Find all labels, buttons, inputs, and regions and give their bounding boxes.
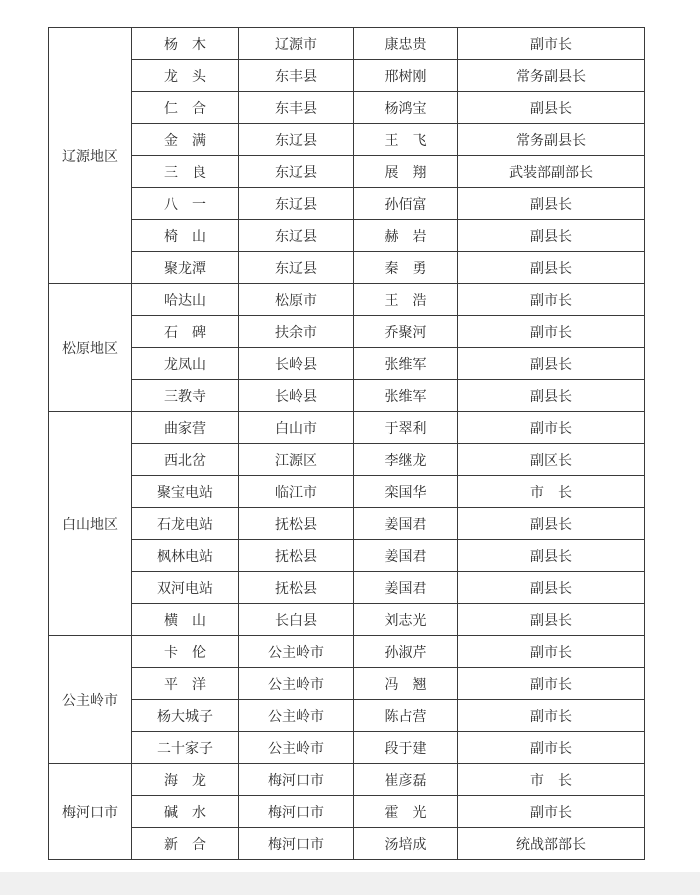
site-cell: 海 龙: [132, 764, 239, 796]
person-cell: 康忠贵: [354, 28, 458, 60]
site-cell: 二十家子: [132, 732, 239, 764]
person-cell: 赫 岩: [354, 220, 458, 252]
site-cell: 聚龙潭: [132, 252, 239, 284]
locality-cell: 公主岭市: [239, 732, 354, 764]
title-cell: 武装部副部长: [458, 156, 645, 188]
table-row: [49, 572, 645, 604]
person-cell: 乔聚河: [354, 316, 458, 348]
locality-cell: 东丰县: [239, 92, 354, 124]
locality-cell: 梅河口市: [239, 764, 354, 796]
table-row: [49, 348, 645, 380]
site-cell: 卡 伦: [132, 636, 239, 668]
site-cell: 聚宝电站: [132, 476, 239, 508]
locality-cell: 东辽县: [239, 188, 354, 220]
site-cell: 平 洋: [132, 668, 239, 700]
title-cell: 副区长: [458, 444, 645, 476]
person-cell: 张维军: [354, 348, 458, 380]
locality-cell: 公主岭市: [239, 700, 354, 732]
title-cell: 副市长: [458, 412, 645, 444]
region-cell: 梅河口市: [49, 764, 132, 860]
person-cell: 杨鸿宝: [354, 92, 458, 124]
site-cell: 曲家营: [132, 412, 239, 444]
title-cell: 副市长: [458, 284, 645, 316]
table-row: [49, 380, 645, 412]
locality-cell: 东丰县: [239, 60, 354, 92]
site-cell: 金 满: [132, 124, 239, 156]
person-cell: 陈占营: [354, 700, 458, 732]
locality-cell: 公主岭市: [239, 636, 354, 668]
person-cell: 李继龙: [354, 444, 458, 476]
site-cell: 三 良: [132, 156, 239, 188]
table-row: [49, 828, 645, 860]
locality-cell: 长白县: [239, 604, 354, 636]
table-row: [49, 796, 645, 828]
table-row: [49, 764, 645, 796]
site-cell: 龙凤山: [132, 348, 239, 380]
person-cell: 姜国君: [354, 572, 458, 604]
locality-cell: 松原市: [239, 284, 354, 316]
region-cell: 白山地区: [49, 412, 132, 636]
table-row: [49, 476, 645, 508]
site-cell: 西北岔: [132, 444, 239, 476]
person-cell: 秦 勇: [354, 252, 458, 284]
title-cell: 副县长: [458, 572, 645, 604]
title-cell: 副市长: [458, 28, 645, 60]
table-row: [49, 668, 645, 700]
person-cell: 展 翔: [354, 156, 458, 188]
locality-cell: 东辽县: [239, 252, 354, 284]
title-cell: 副县长: [458, 540, 645, 572]
title-cell: 副县长: [458, 508, 645, 540]
site-cell: 枫林电站: [132, 540, 239, 572]
person-cell: 姜国君: [354, 508, 458, 540]
site-cell: 横 山: [132, 604, 239, 636]
person-cell: 姜国君: [354, 540, 458, 572]
table-row: [49, 156, 645, 188]
viewer-bottom-strip: [0, 872, 700, 895]
table-row: [49, 700, 645, 732]
title-cell: 常务副县长: [458, 60, 645, 92]
region-cell: 辽源地区: [49, 28, 132, 284]
table-row: [49, 636, 645, 668]
person-cell: 崔彦磊: [354, 764, 458, 796]
region-cell: 公主岭市: [49, 636, 132, 764]
person-cell: 段于建: [354, 732, 458, 764]
table-row: [49, 508, 645, 540]
title-cell: 副市长: [458, 700, 645, 732]
site-cell: 椅 山: [132, 220, 239, 252]
locality-cell: 东辽县: [239, 156, 354, 188]
table-row: [49, 444, 645, 476]
title-cell: 副县长: [458, 220, 645, 252]
person-cell: 孙佰富: [354, 188, 458, 220]
responsibility-table: [48, 27, 645, 860]
locality-cell: 抚松县: [239, 572, 354, 604]
person-cell: 栾国华: [354, 476, 458, 508]
site-cell: 龙 头: [132, 60, 239, 92]
site-cell: 双河电站: [132, 572, 239, 604]
table-row: [49, 124, 645, 156]
person-cell: 张维军: [354, 380, 458, 412]
site-cell: 石龙电站: [132, 508, 239, 540]
site-cell: 三教寺: [132, 380, 239, 412]
locality-cell: 长岭县: [239, 348, 354, 380]
table-row: [49, 540, 645, 572]
title-cell: 市 长: [458, 764, 645, 796]
title-cell: 副市长: [458, 796, 645, 828]
locality-cell: 扶余市: [239, 316, 354, 348]
site-cell: 新 合: [132, 828, 239, 860]
site-cell: 八 一: [132, 188, 239, 220]
title-cell: 副市长: [458, 668, 645, 700]
locality-cell: 白山市: [239, 412, 354, 444]
table-row: [49, 28, 645, 60]
table-row: [49, 412, 645, 444]
locality-cell: 梅河口市: [239, 796, 354, 828]
title-cell: 市 长: [458, 476, 645, 508]
locality-cell: 江源区: [239, 444, 354, 476]
table-row: [49, 60, 645, 92]
person-cell: 王 浩: [354, 284, 458, 316]
title-cell: 副市长: [458, 732, 645, 764]
site-cell: 杨大城子: [132, 700, 239, 732]
site-cell: 仁 合: [132, 92, 239, 124]
table-row: [49, 188, 645, 220]
table-row: [49, 92, 645, 124]
table-row: [49, 252, 645, 284]
person-cell: 孙淑芹: [354, 636, 458, 668]
table-row: [49, 316, 645, 348]
table-row: [49, 284, 645, 316]
table-row: [49, 732, 645, 764]
person-cell: 于翠利: [354, 412, 458, 444]
title-cell: 副县长: [458, 348, 645, 380]
locality-cell: 抚松县: [239, 508, 354, 540]
person-cell: 邢树刚: [354, 60, 458, 92]
site-cell: 哈达山: [132, 284, 239, 316]
locality-cell: 临江市: [239, 476, 354, 508]
locality-cell: 东辽县: [239, 124, 354, 156]
locality-cell: 长岭县: [239, 380, 354, 412]
site-cell: 碱 水: [132, 796, 239, 828]
title-cell: 副县长: [458, 188, 645, 220]
locality-cell: 梅河口市: [239, 828, 354, 860]
person-cell: 王 飞: [354, 124, 458, 156]
locality-cell: 公主岭市: [239, 668, 354, 700]
person-cell: 刘志光: [354, 604, 458, 636]
locality-cell: 辽源市: [239, 28, 354, 60]
title-cell: 常务副县长: [458, 124, 645, 156]
title-cell: 副县长: [458, 252, 645, 284]
table-row: [49, 220, 645, 252]
title-cell: 副市长: [458, 316, 645, 348]
site-cell: 石 碑: [132, 316, 239, 348]
person-cell: 汤培成: [354, 828, 458, 860]
site-cell: 杨 木: [132, 28, 239, 60]
locality-cell: 抚松县: [239, 540, 354, 572]
region-cell: 松原地区: [49, 284, 132, 412]
title-cell: 副县长: [458, 380, 645, 412]
person-cell: 冯 翘: [354, 668, 458, 700]
table-body: [49, 28, 645, 860]
locality-cell: 东辽县: [239, 220, 354, 252]
title-cell: 副市长: [458, 636, 645, 668]
title-cell: 副县长: [458, 604, 645, 636]
title-cell: 副县长: [458, 92, 645, 124]
person-cell: 霍 光: [354, 796, 458, 828]
table-row: [49, 604, 645, 636]
title-cell: 统战部部长: [458, 828, 645, 860]
